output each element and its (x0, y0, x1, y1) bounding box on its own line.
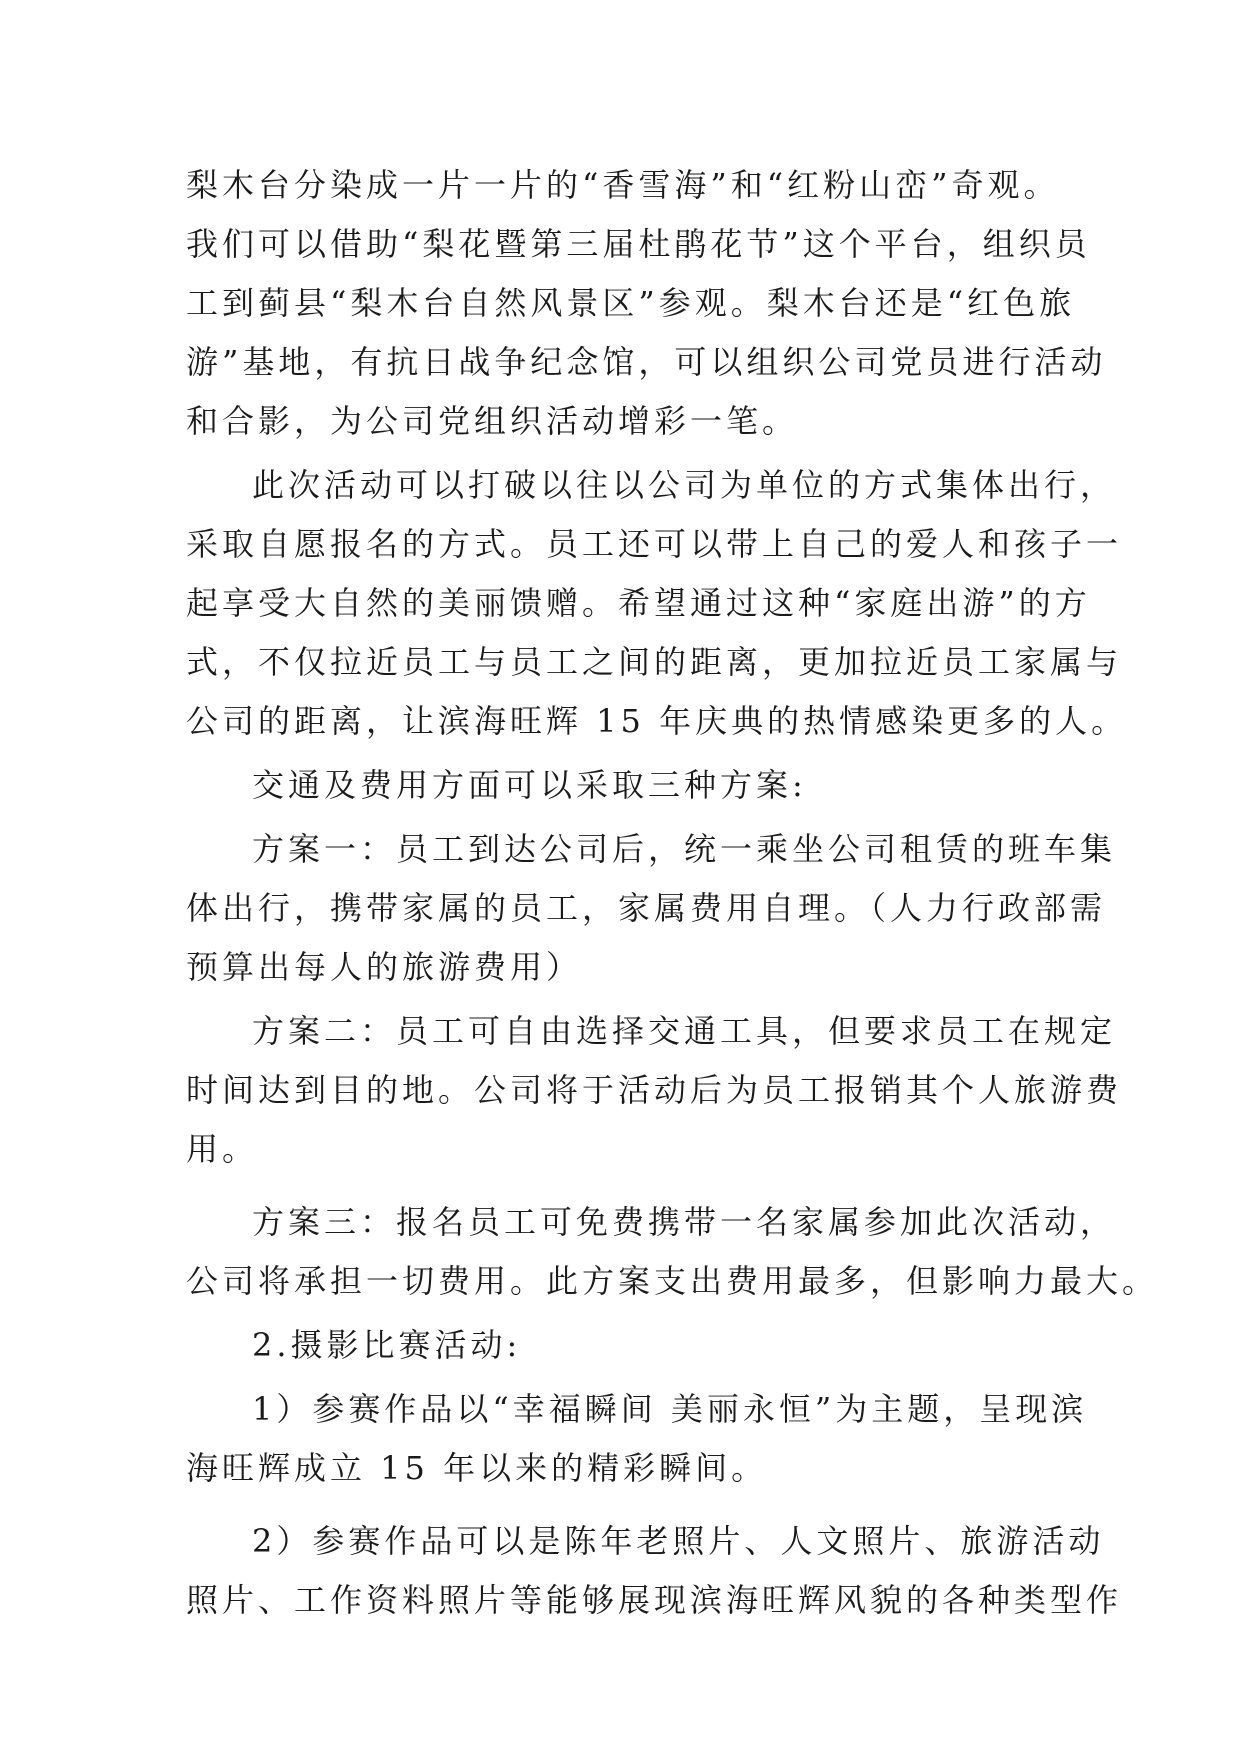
paragraph (186, 456, 1128, 751)
text-line: 方案一：员工到达公司后，统一乘坐公司租赁的班车集 (252, 830, 1117, 868)
text-line: 预算出每人的旅游费用） (186, 948, 583, 986)
paragraph (186, 1512, 1123, 1630)
text-line: 1）参赛作品以“幸福瞬间 美丽永恒”为主题，呈现滨 (252, 1390, 1088, 1428)
paragraph (186, 156, 1107, 451)
text-line: 起享受大自然的美丽馈赠。希望通过这种“家庭出游”的方 (186, 584, 1091, 622)
text-line: 梨木台分染成一片一片的“香雪海”和“红粉山峦”奇观。 (186, 166, 1060, 204)
text-line: 我们可以借助“梨花暨第三届杜鹃花节”这个平台，组织员 (186, 225, 1091, 263)
text-line: 交通及费用方面可以采取三种方案: (252, 766, 807, 804)
text-line: 此次活动可以打破以往以公司为单位的方式集体出行， (252, 466, 1117, 504)
paragraph (186, 1380, 1088, 1498)
text-line: 海旺辉成立 15 年以来的精彩瞬间。 (186, 1449, 768, 1487)
paragraph (186, 1193, 1159, 1311)
text-line: 照片、工作资料照片等能够展现滨海旺辉风貌的各种类型作 (186, 1581, 1123, 1619)
text-line: 工到蓟县“梨木台自然风景区”参观。梨木台还是“红色旅 (186, 284, 1076, 322)
paragraph (186, 1316, 1064, 1375)
text-line: 游”基地，有抗日战争纪念馆，可以组织公司党员进行活动 (186, 343, 1107, 381)
document-body (186, 156, 1159, 1630)
text-line: 公司将承担一切费用。此方案支出费用最多，但影响力最大。 (186, 1262, 1159, 1300)
text-line: 用。 (186, 1130, 259, 1168)
paragraph (186, 756, 1064, 815)
paragraph (186, 820, 1117, 997)
text-line: 和合影，为公司党组织活动增彩一笔。 (186, 402, 799, 440)
text-line: 公司的距离，让滨海旺辉 15 年庆典的热情感染更多的人。 (186, 702, 1128, 740)
text-line: 采取自愿报名的方式。员工还可以带上自己的爱人和孩子一 (186, 525, 1123, 563)
text-line: 式，不仅拉近员工与员工之间的距离，更加拉近员工家属与 (186, 643, 1123, 681)
text-line: 时间达到目的地。公司将于活动后为员工报销其个人旅游费 (186, 1071, 1123, 1109)
text-line: 2）参赛作品可以是陈年老照片、人文照片、旅游活动 (252, 1522, 1105, 1560)
paragraph (186, 1002, 1123, 1179)
text-line: 方案三：报名员工可免费携带一名家属参加此次活动， (252, 1203, 1117, 1241)
text-line: 2.摄影比赛活动: (252, 1326, 522, 1364)
text-line: 体出行，携带家属的员工，家属费用自理。（人力行政部需 (186, 889, 1107, 927)
text-line: 方案二：员工可自由选择交通工具，但要求员工在规定 (252, 1012, 1117, 1050)
